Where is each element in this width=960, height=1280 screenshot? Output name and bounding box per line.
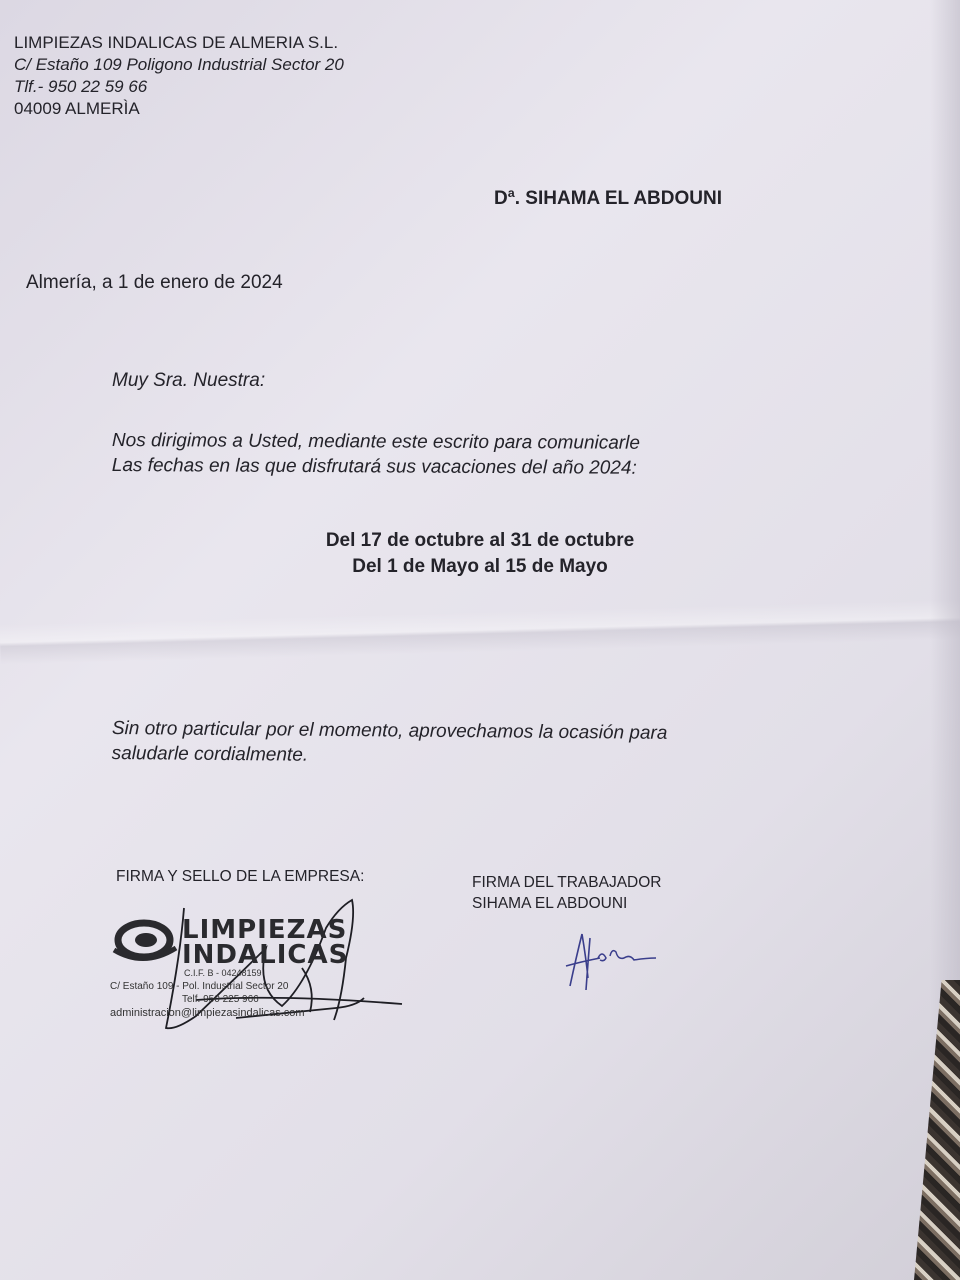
body-line-2: Las fechas en las que disfrutará sus vacaciones del año 2024: — [111, 454, 637, 479]
vacation-date-range-1: Del 17 de octubre al 31 de octubre — [325, 530, 635, 551]
body-line-1: Nos dirigimos a Usted, mediante este escrito para comunicarle — [111, 429, 640, 454]
worker-signature-name: SIHAMA EL ABDOUNI — [472, 895, 628, 912]
closing-paragraph — [112, 716, 668, 771]
stamp-cif: C.I.F. B - 04248159 — [184, 968, 262, 978]
salutation: Muy Sra. Nuestra: — [112, 370, 266, 391]
company-letterhead — [14, 32, 344, 120]
company-city: 04009 ALMERÌA — [14, 99, 140, 118]
stamp-brand — [182, 915, 349, 970]
vacation-date-range-2: Del 1 de Mayo al 15 de Mayo — [352, 556, 608, 577]
worker-signature — [560, 928, 670, 998]
worker-signature-label — [472, 872, 661, 914]
letter-date: Almería, a 1 de enero de 2024 — [26, 272, 283, 293]
paper-fold — [0, 599, 960, 664]
company-logo-icon — [114, 923, 176, 959]
stamp-brand-line-1: LIMPIEZAS — [182, 915, 348, 945]
closing-line-1: Sin otro particular por el momento, aprovechamos la ocasión para — [111, 717, 668, 744]
company-phone: Tlf.- 950 22 59 66 — [14, 77, 148, 96]
company-address: C/ Estaño 109 Poligono Industrial Sector 20 — [14, 55, 344, 74]
body-paragraph — [112, 428, 640, 481]
company-name: LIMPIEZAS INDALICAS DE ALMERIA S.L. — [14, 33, 339, 52]
company-signature-label: FIRMA Y SELLO DE LA EMPRESA: — [116, 868, 365, 885]
stamp-brand-line-2: INDALICAS — [182, 940, 349, 970]
closing-line-2: saludarle cordialmente. — [111, 742, 309, 766]
recipient-name: Dª. SIHAMA EL ABDOUNI — [494, 188, 722, 209]
stamp-phone: Telf. 950 225 966 — [182, 994, 259, 1005]
stamp-email: administracion@limpiezasindalicas.com — [110, 1007, 305, 1019]
vacation-dates — [300, 528, 660, 580]
worker-signature-title: FIRMA DEL TRABAJADOR — [472, 874, 662, 891]
company-stamp — [106, 888, 406, 1038]
stamp-address: C/ Estaño 109 - Pol. Industrial Sector 20 — [110, 981, 289, 992]
